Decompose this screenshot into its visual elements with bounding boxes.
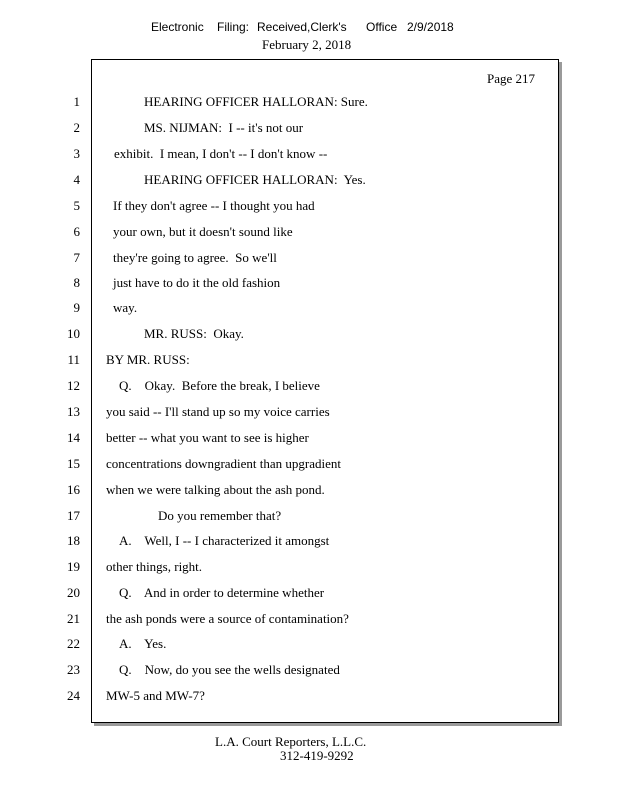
transcript-line	[0, 119, 618, 137]
transcript-line	[0, 507, 618, 525]
transcript-line	[0, 93, 618, 111]
transcript-line	[0, 197, 618, 215]
line-number: 14	[67, 430, 80, 445]
transcript-line	[0, 274, 618, 292]
transcript-line	[0, 171, 618, 189]
transcript-line	[0, 687, 618, 705]
transcript-line	[0, 299, 618, 317]
footer-company: L.A. Court Reporters, L.L.C.	[215, 734, 367, 749]
stamp-word-filing: Filing:	[217, 20, 250, 34]
line-number: 13	[67, 404, 80, 419]
line-number: 6	[73, 224, 80, 239]
transcript-line	[0, 481, 618, 499]
line-number: 9	[73, 300, 80, 315]
line-text: A. Yes.	[119, 636, 167, 651]
line-text: Q. And in order to determine whether	[119, 585, 325, 600]
transcript-date: February 2, 2018	[262, 37, 352, 52]
line-number: 17	[67, 508, 80, 523]
line-text: exhibit. I mean, I don't -- I don't know --	[114, 146, 328, 161]
line-text: Q. Okay. Before the break, I believe	[119, 378, 320, 393]
line-text: when we were talking about the ash pond.	[106, 482, 325, 497]
stamp-word-office: Office	[366, 20, 398, 34]
footer-phone: 312-419-9292	[280, 748, 354, 763]
line-text: HEARING OFFICER HALLORAN: Sure.	[144, 94, 368, 109]
line-number: 15	[67, 456, 80, 471]
stamp-word-received: Received,Clerk's	[257, 20, 347, 34]
line-text: way.	[113, 300, 138, 315]
transcript-line	[0, 145, 618, 163]
line-text: better -- what you want to see is higher	[106, 430, 309, 445]
line-number: 8	[73, 275, 80, 290]
transcript-line	[0, 351, 618, 369]
transcript-line	[0, 455, 618, 473]
transcript-line	[0, 249, 618, 267]
line-text: they're going to agree. So we'll	[113, 250, 277, 265]
line-number: 7	[73, 250, 80, 265]
line-number: 12	[67, 378, 80, 393]
line-number: 3	[73, 146, 80, 161]
line-text: MS. NIJMAN: I -- it's not our	[144, 120, 304, 135]
line-text: BY MR. RUSS:	[106, 352, 190, 367]
line-text: Q. Now, do you see the wells designated	[119, 662, 340, 677]
line-text: A. Well, I -- I characterized it amongst	[119, 533, 330, 548]
transcript-line	[0, 558, 618, 576]
line-text: you said -- I'll stand up so my voice carries	[106, 404, 330, 419]
line-text: just have to do it the old fashion	[113, 275, 281, 290]
line-number: 22	[67, 636, 80, 651]
line-number: 4	[73, 172, 80, 187]
line-number: 21	[67, 611, 80, 626]
line-number: 2	[73, 120, 80, 135]
line-number: 20	[67, 585, 80, 600]
line-text: Do you remember that?	[158, 508, 282, 523]
line-number: 5	[73, 198, 80, 213]
line-number: 16	[67, 482, 80, 497]
transcript-line	[0, 584, 618, 602]
line-number: 24	[67, 688, 80, 703]
transcript-line	[0, 223, 618, 241]
page-number: Page 217	[487, 71, 536, 86]
line-text: If they don't agree -- I thought you had	[113, 198, 315, 213]
stamp-date: 2/9/2018	[407, 20, 454, 34]
line-text: other things, right.	[106, 559, 203, 574]
transcript-line	[0, 532, 618, 550]
line-number: 23	[67, 662, 80, 677]
transcript-line	[0, 403, 618, 421]
transcript-line	[0, 635, 618, 653]
line-number: 10	[67, 326, 80, 341]
transcript-line	[0, 377, 618, 395]
line-number: 1	[73, 94, 80, 109]
line-text: the ash ponds were a source of contamination?	[106, 611, 349, 626]
line-text: MR. RUSS: Okay.	[144, 326, 244, 341]
transcript-line	[0, 610, 618, 628]
line-number: 11	[67, 352, 80, 367]
line-text: your own, but it doesn't sound like	[113, 224, 293, 239]
transcript-line	[0, 429, 618, 447]
stamp-word-electronic: Electronic	[151, 20, 204, 34]
line-text: HEARING OFFICER HALLORAN: Yes.	[144, 172, 366, 187]
line-text: MW-5 and MW-7?	[106, 688, 205, 703]
line-number: 18	[67, 533, 80, 548]
line-text: concentrations downgradient than upgradient	[106, 456, 342, 471]
line-number: 19	[67, 559, 80, 574]
transcript-line	[0, 325, 618, 343]
transcript-line	[0, 661, 618, 679]
